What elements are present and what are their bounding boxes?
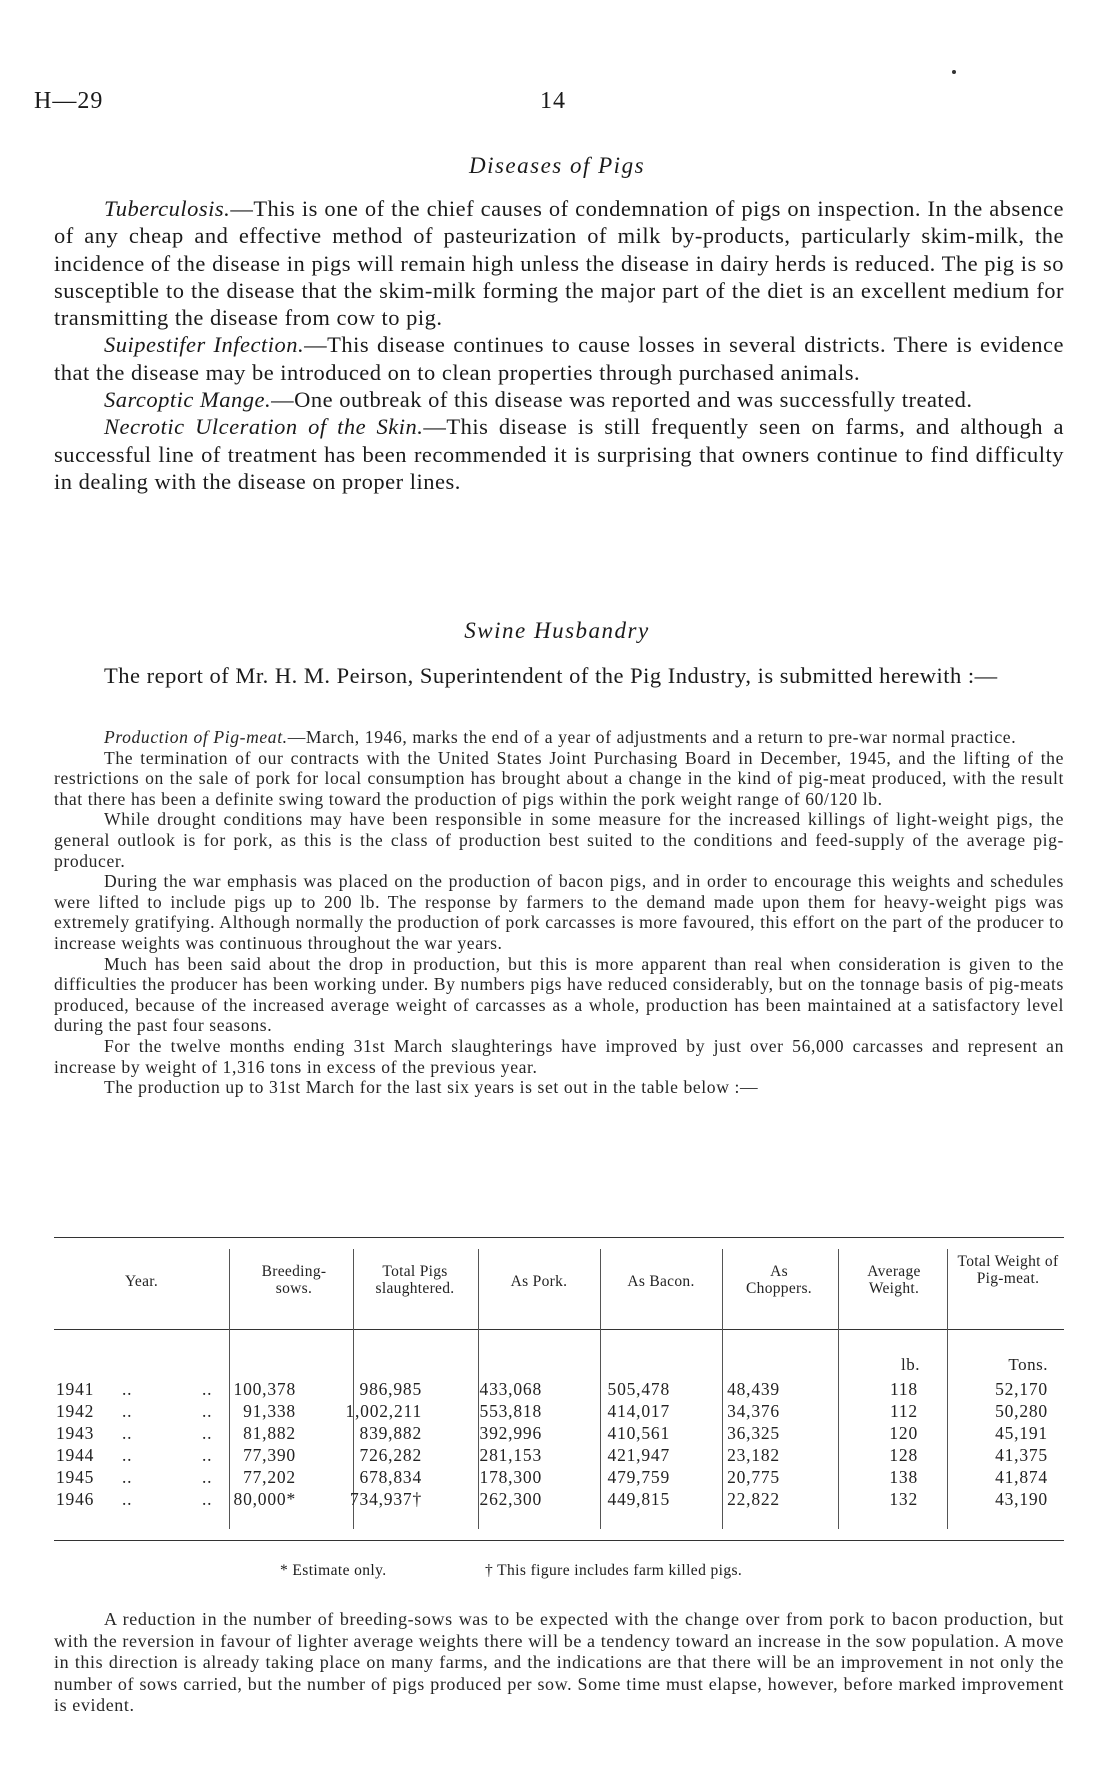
cell-as-pork: 281,153: [479, 1445, 542, 1465]
report-text: While drought conditions may have been responsible in some measure for the increased killings of light-weight pigs, the general outlook is for pork, as this is the class of production best suited to the conditions and feed-supply of the average pig-producer.: [54, 809, 1064, 871]
report-text: Much has been said about the drop in production, but this is more apparent than real when consideration is given to the difficulties the producer has been working under. By numbers pigs have reduced considerably, but on the tonnage basis of pig-meats produced, because of the increased average weight of carcasses as a whole, production has been maintained at a satisfactory level during the past four seasons.: [54, 953, 1064, 1036]
disease-label: Necrotic Ulceration of the Skin.: [104, 414, 424, 440]
disease-text: —This disease continues to cause losses in several districts. There is evidence that the disease may be introduced on to clean properties through purchased animals.: [54, 332, 1064, 385]
cell-average-weight: 138: [889, 1467, 918, 1487]
cell-as-bacon: 421,947: [607, 1445, 670, 1465]
closing-body: [54, 1609, 1064, 1717]
page-number: 14: [540, 88, 566, 114]
report-paragraph: [54, 727, 1064, 748]
cell-as-choppers: 34,376: [727, 1401, 780, 1421]
intro-paragraph: The report of Mr. H. M. Peirson, Superintendent of the Pig Industry, is submitted herewith :—: [104, 663, 998, 688]
report-paragraph: [54, 954, 1064, 1036]
production-table: [54, 1237, 1064, 1551]
print-speck: [952, 70, 956, 74]
report-text: The termination of our contracts with the United States Joint Purchasing Board in December, 1945, and the lifting of the restrictions on the sale of pork for local consumption has brought about a change in the kind of pig-meat produced, with the result that there has been a definite swing toward the production of pigs within the pork weight range of 60/120 lb.: [54, 747, 1064, 809]
header-total-pigs: Total Pigs slaughtered.: [375, 1263, 455, 1297]
cell-total-weight: 43,190: [995, 1489, 1048, 1509]
cell-leader: ..: [122, 1467, 133, 1487]
report-text: The production up to 31st March for the last six years is set out in the table below :—: [104, 1077, 759, 1098]
cell-year: 1945: [56, 1467, 95, 1487]
report-text: For the twelve months ending 31st March slaughterings have improved by just over 56,000 carcasses and represent an increase by weight of 1,316 tons in excess of the previous year.: [54, 1035, 1064, 1077]
table-row: [54, 1467, 1064, 1489]
cell-average-weight: 112: [889, 1401, 918, 1421]
cell-as-choppers: 36,325: [727, 1423, 780, 1443]
cell-as-pork: 262,300: [479, 1489, 542, 1509]
table-top-rule: [54, 1237, 1064, 1238]
cell-as-pork: 178,300: [479, 1467, 542, 1487]
section-heading-diseases: Diseases of Pigs: [468, 153, 646, 178]
cell-breeding-sows: 77,390: [243, 1445, 296, 1465]
table-header-rule: [54, 1329, 1064, 1330]
cell-as-bacon: 505,478: [607, 1379, 670, 1399]
report-body: [54, 727, 1064, 1098]
cell-leader: ..: [202, 1445, 213, 1465]
unit-lb: lb.: [901, 1355, 920, 1374]
cell-average-weight: 132: [889, 1489, 918, 1509]
cell-as-choppers: 48,439: [727, 1379, 780, 1399]
report-paragraph: [54, 748, 1064, 810]
unit-tons: Tons.: [1008, 1355, 1048, 1374]
cell-total-pigs: 986,985: [359, 1379, 422, 1399]
report-label: Production of Pig-meat.: [104, 727, 288, 747]
cell-total-pigs: 734,937†: [349, 1489, 422, 1509]
header-average-weight: Average Weight.: [867, 1263, 921, 1297]
cell-total-weight: 41,375: [995, 1445, 1048, 1465]
paragraph-necrotic: [54, 413, 1064, 495]
header-as-choppers: As Choppers.: [746, 1263, 812, 1297]
cell-as-choppers: 20,775: [727, 1467, 780, 1487]
paragraph-tuberculosis: [54, 195, 1064, 331]
table-row: [54, 1423, 1064, 1445]
cell-leader: ..: [122, 1445, 133, 1465]
cell-leader: ..: [202, 1379, 213, 1399]
cell-total-pigs: 678,834: [359, 1467, 422, 1487]
cell-breeding-sows: 100,378: [233, 1379, 296, 1399]
report-text: During the war emphasis was placed on the production of bacon pigs, and in order to encourage this weights and schedules were lifted to include pigs up to 200 lb. The response by farmers to the demand made upon them for heavy-weight pigs was extremely gratifying. Although normally the production of pork carcasses is more favoured, this effort on the part of the producer to increase weights was continuous throughout the war years.: [54, 871, 1064, 953]
cell-total-pigs: 1,002,211: [345, 1401, 422, 1421]
cell-total-weight: 52,170: [995, 1379, 1048, 1399]
closing-paragraph: A reduction in the number of breeding-sows was to be expected with the change over from pork to bacon production, but with the reversion in favour of lighter average weights there will be a tendency toward an increase in the sow population. A move in this direction is already taking place on many farms, and the indications are that there will be an improvement in not only the number of sows carried, but the number of pigs produced per sow. Some time must elapse, however, before marked improvement is evident.: [54, 1609, 1064, 1715]
footnote-farm-killed: † This figure includes farm killed pigs.: [485, 1562, 743, 1579]
cell-breeding-sows: 77,202: [243, 1467, 296, 1487]
cell-breeding-sows: 80,000*: [233, 1489, 296, 1509]
disease-label: Suipestifer Infection.: [104, 332, 305, 358]
paragraph-suipestifer: [54, 331, 1064, 386]
cell-year: 1944: [56, 1445, 95, 1465]
table-row: [54, 1401, 1064, 1423]
cell-as-pork: 553,818: [479, 1401, 542, 1421]
table-row: [54, 1489, 1064, 1511]
disease-text: —One outbreak of this disease was reported and was successfully treated.: [271, 387, 973, 413]
paragraph-sarcoptic: [54, 386, 1064, 413]
table-row: [54, 1379, 1064, 1401]
cell-leader: ..: [202, 1489, 213, 1509]
cell-as-pork: 433,068: [479, 1379, 542, 1399]
disease-label: Sarcoptic Mange.: [104, 387, 272, 413]
cell-as-bacon: 449,815: [607, 1489, 670, 1509]
cell-year: 1946: [56, 1489, 95, 1509]
cell-breeding-sows: 91,338: [243, 1401, 296, 1421]
cell-total-weight: 45,191: [995, 1423, 1048, 1443]
header-total-weight: Total Weight of Pig-meat.: [957, 1253, 1059, 1287]
cell-breeding-sows: 81,882: [243, 1423, 296, 1443]
diseases-body: [54, 195, 1064, 495]
table-row: [54, 1445, 1064, 1467]
report-text: —March, 1946, marks the end of a year of adjustments and a return to pre-war normal practice.: [287, 727, 1017, 747]
report-paragraph: [54, 809, 1064, 871]
table-bottom-rule: [54, 1540, 1064, 1541]
header-as-pork: As Pork.: [510, 1273, 568, 1290]
cell-leader: ..: [202, 1467, 213, 1487]
cell-total-pigs: 839,882: [359, 1423, 422, 1443]
cell-as-bacon: 410,561: [607, 1423, 670, 1443]
cell-leader: ..: [122, 1489, 133, 1509]
header-year: Year.: [124, 1273, 159, 1290]
cell-year: 1942: [56, 1401, 95, 1421]
disease-text: —This is one of the chief causes of condemnation of pigs on inspection. In the absence of any cheap and effective method of pasteurization of milk by-products, particularly skim-milk, the incidence of the disease in pigs will remain high unless the disease in dairy herds is reduced. The pig is so susceptible to the disease that the skim-milk forming the major part of the diet is an excellent medium for transmitting the disease from cow to pig.: [54, 196, 1064, 331]
cell-total-weight: 41,874: [995, 1467, 1048, 1487]
cell-as-choppers: 23,182: [727, 1445, 780, 1465]
cell-average-weight: 120: [889, 1423, 918, 1443]
cell-as-pork: 392,996: [479, 1423, 542, 1443]
cell-leader: ..: [202, 1423, 213, 1443]
disease-label: Tuberculosis.: [104, 196, 231, 221]
cell-as-bacon: 479,759: [607, 1467, 670, 1487]
cell-year: 1943: [56, 1423, 95, 1443]
cell-leader: ..: [122, 1401, 133, 1421]
cell-as-choppers: 22,822: [727, 1489, 780, 1509]
footnote-estimate: * Estimate only.: [280, 1562, 387, 1579]
cell-leader: ..: [202, 1401, 213, 1421]
disease-text: —This disease is still frequently seen on farms, and although a successful line of treatment has been recommended it is surprising that owners continue to find difficulty in dealing with the disease on proper lines.: [54, 414, 1065, 494]
report-paragraph: [54, 1077, 1064, 1098]
document-code: H—29: [34, 88, 104, 114]
cell-as-bacon: 414,017: [607, 1401, 670, 1421]
cell-leader: ..: [122, 1423, 133, 1443]
report-paragraph: [54, 871, 1064, 953]
cell-total-weight: 50,280: [995, 1401, 1048, 1421]
cell-year: 1941: [56, 1379, 95, 1399]
header-as-bacon: As Bacon.: [627, 1273, 695, 1290]
cell-average-weight: 118: [889, 1379, 918, 1399]
swine-intro: [54, 662, 1064, 689]
cell-total-pigs: 726,282: [359, 1445, 422, 1465]
report-paragraph: [54, 1036, 1064, 1077]
section-heading-swine: Swine Husbandry: [464, 618, 650, 643]
cell-average-weight: 128: [889, 1445, 918, 1465]
header-breeding-sows: Breeding-sows.: [261, 1263, 327, 1297]
cell-leader: ..: [122, 1379, 133, 1399]
